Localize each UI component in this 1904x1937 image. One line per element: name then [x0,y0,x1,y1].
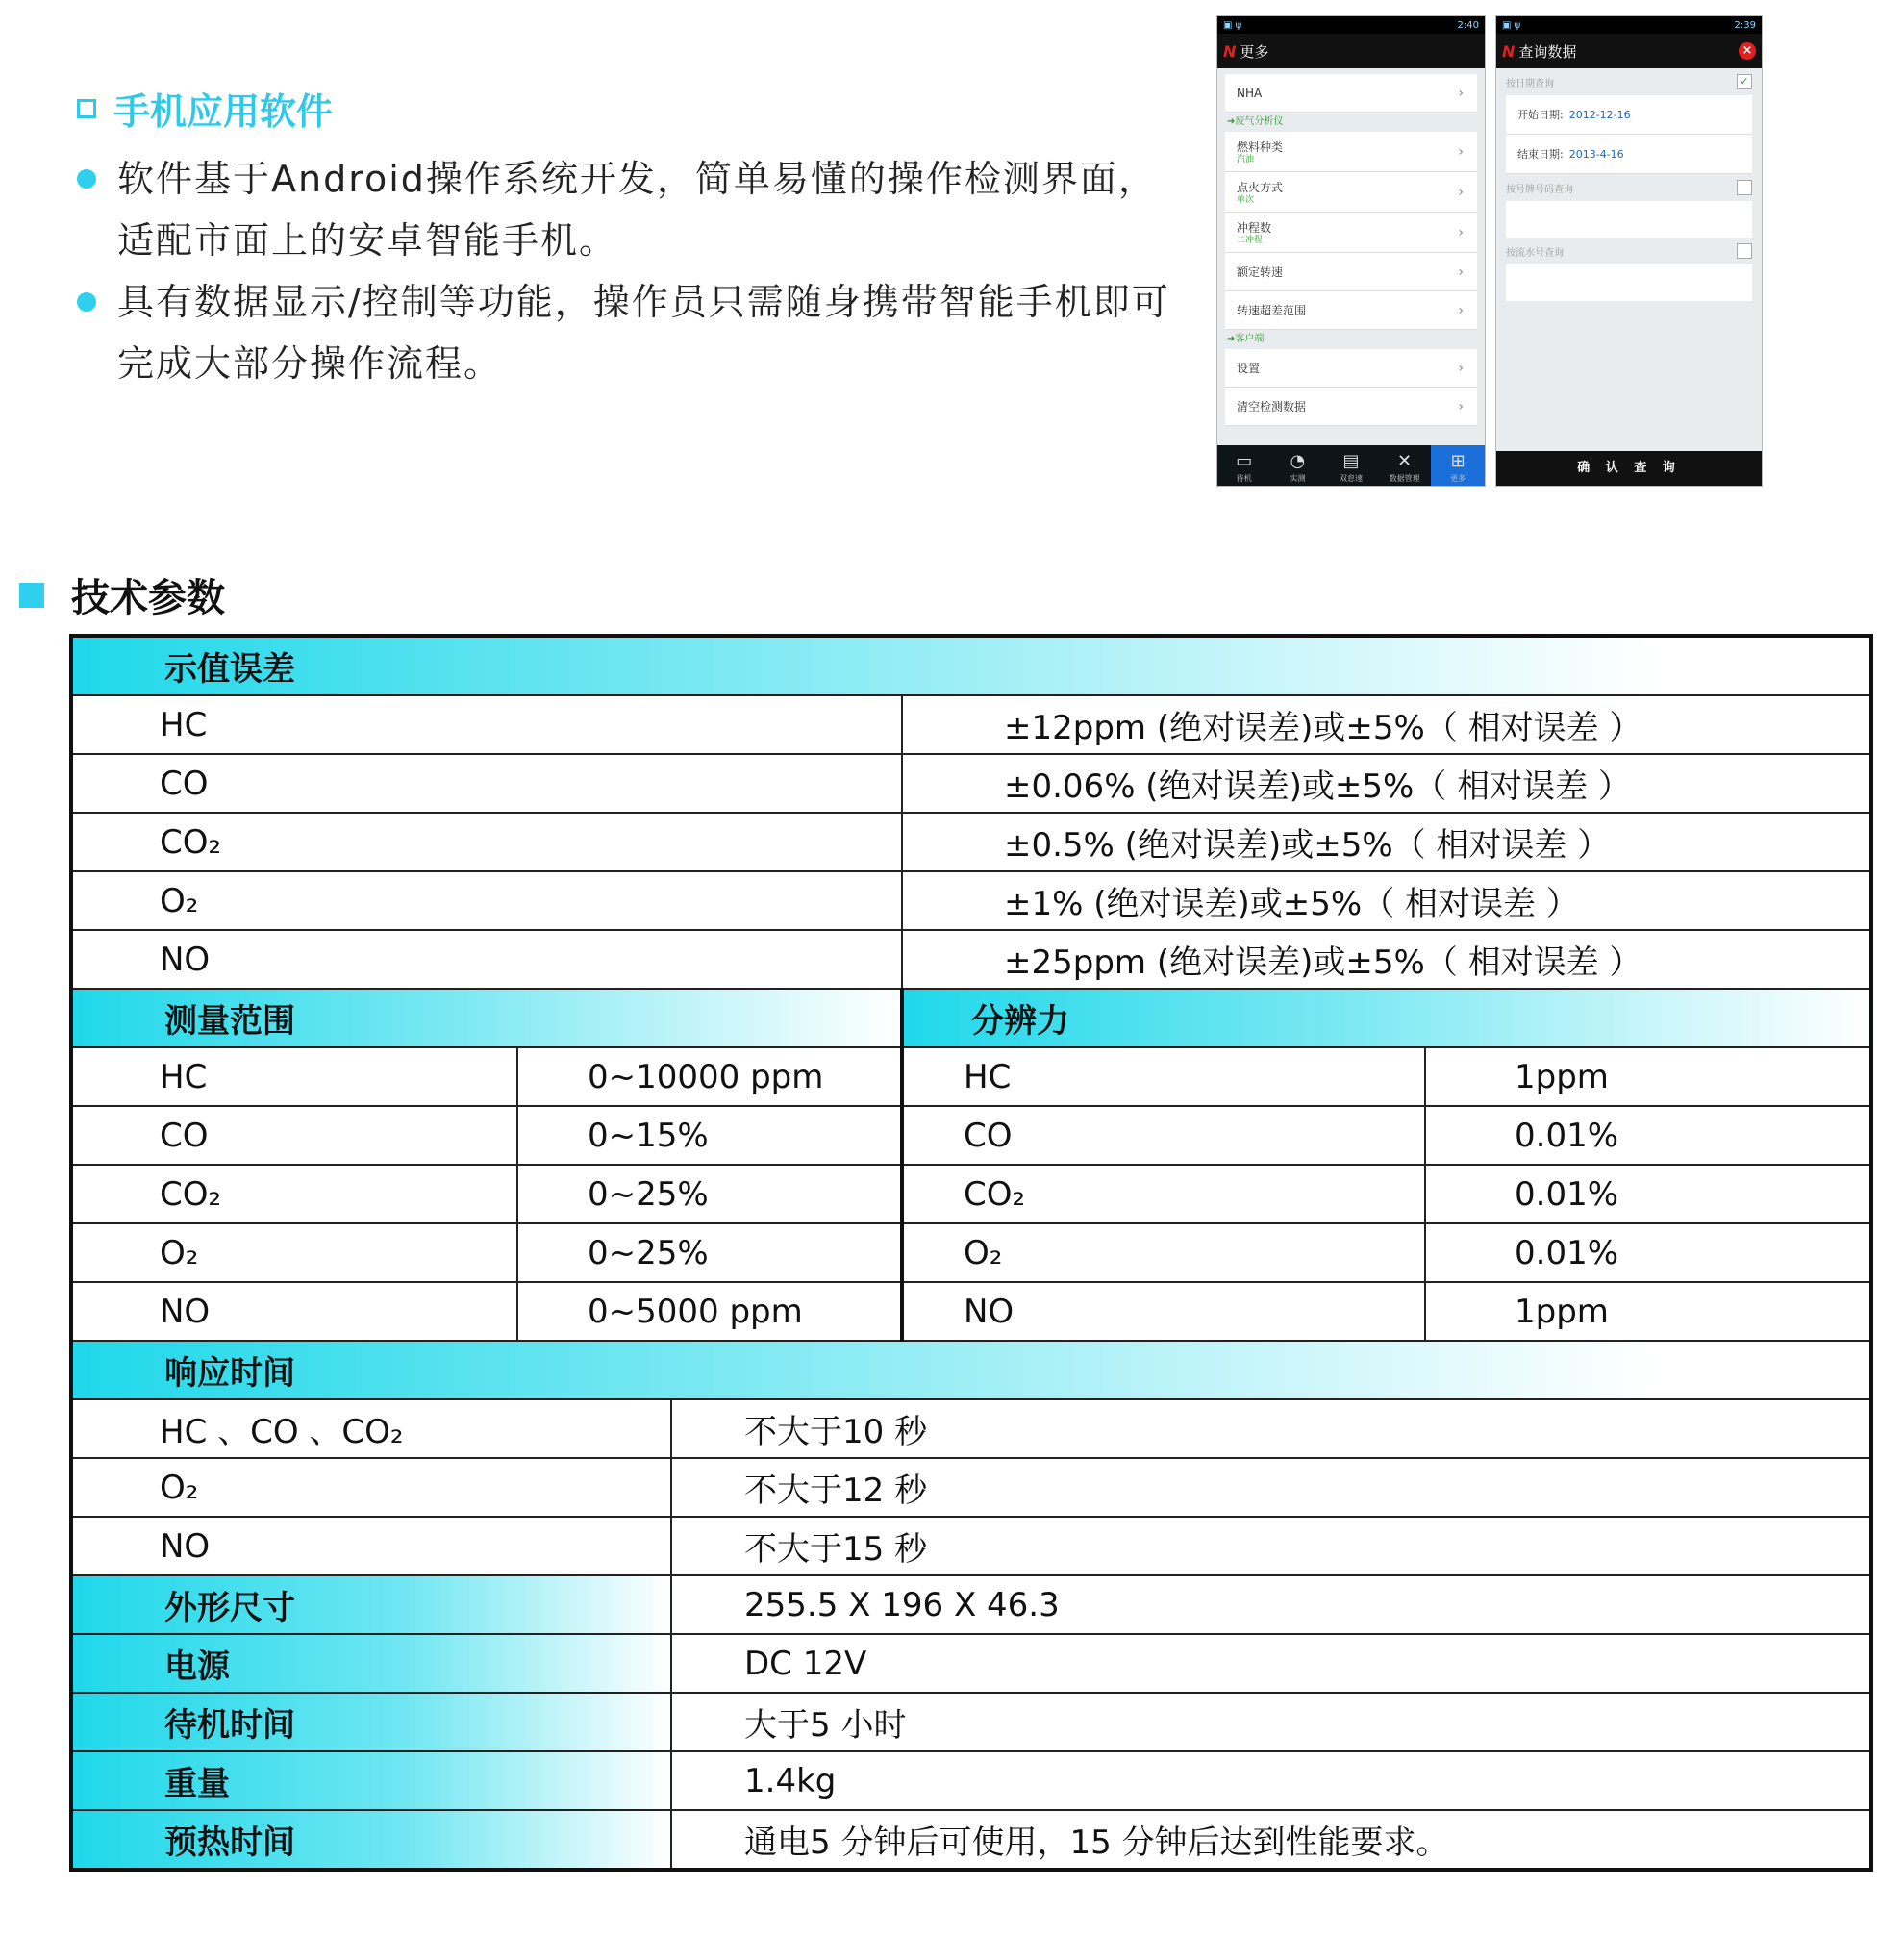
table-row [71,930,1871,989]
phone-screenshot-more [1216,15,1486,487]
grid-plus-icon: ⊞ [1450,451,1466,471]
tab-standby[interactable] [1217,445,1271,486]
list-item-label: 燃料种类 [1237,140,1284,154]
close-icon[interactable]: × [1739,42,1756,60]
table-section-header [71,989,1871,1047]
bottom-tab-bar [1217,445,1485,486]
serial-query-section [1496,238,1762,264]
resolution-value: 1ppm [1425,1282,1871,1341]
table-row [71,1223,1871,1282]
chevron-right-icon: › [1458,143,1464,160]
range-section-title: 测量范围 [71,989,902,1047]
warmup-time-label: 预热时间 [71,1810,671,1870]
response-value: 不大于15 秒 [671,1517,1871,1575]
error-value: ±25ppm (绝对误差)或±5%（ 相对误差 ） [902,930,1871,989]
dimensions-value: 255.5 X 196 X 46.3 [671,1575,1871,1634]
range-value: 0~10000 ppm [517,1047,902,1106]
chevron-right-icon: › [1458,184,1464,200]
serial-query-checkbox[interactable] [1737,243,1752,259]
list-item-label: 设置 [1237,362,1261,375]
plate-query-section [1496,174,1762,201]
standby-time-value: 大于5 小时 [671,1693,1871,1751]
table-row [71,695,1871,754]
table-section-header [71,636,1871,695]
table-row [71,1458,1871,1517]
notification-icon: ▣ ψ [1502,19,1521,31]
intro-bullet [77,271,1183,394]
warmup-time-value: 通电5 分钟后可使用，15 分钟后达到性能要求。 [671,1810,1871,1870]
section-label: 按流水号查询 [1506,247,1564,259]
tab-data-management[interactable] [1378,445,1432,486]
list-item-value: 单次 [1237,195,1255,205]
gas-label: CO [902,1106,1425,1165]
error-value: ±1% (绝对误差)或±5%（ 相对误差 ） [902,871,1871,930]
resolution-section-title: 分辨力 [902,989,1871,1047]
section-label: 按号牌号码查询 [1506,184,1573,195]
tab-label: 待机 [1236,474,1252,483]
weight-value: 1.4kg [671,1751,1871,1810]
title-bar [1217,34,1485,68]
tech-heading-text: 技术参数 [71,576,225,620]
start-date-label: 开始日期: [1517,109,1564,121]
screen-title: 查询数据 [1518,42,1577,61]
gas-label: CO [71,754,902,813]
hollow-square-icon [77,99,96,118]
gauge-icon: ◔ [1290,451,1306,471]
range-value: 0~15% [517,1106,902,1165]
error-value: ±12ppm (绝对误差)或±5%（ 相对误差 ） [902,695,1871,754]
app-logo-icon: N [1223,41,1237,61]
gas-label: O₂ [71,1458,671,1517]
gas-label: CO₂ [902,1165,1425,1223]
end-date-label: 结束日期: [1517,148,1564,161]
gas-label: HC [71,695,902,754]
range-value: 0~25% [517,1223,902,1282]
tab-label: 数据管理 [1389,474,1420,483]
start-date-value: 2012-12-16 [1568,108,1631,121]
gas-label: NO [71,1282,517,1341]
serial-number-input[interactable] [1506,264,1752,301]
range-value: 0~5000 ppm [517,1282,902,1341]
chevron-right-icon: › [1458,224,1464,240]
chevron-right-icon: › [1458,302,1464,318]
plate-query-checkbox[interactable] [1737,180,1752,195]
gas-label: HC [71,1047,517,1106]
list-item-label: 清空检测数据 [1237,400,1307,414]
status-bar [1217,16,1485,34]
list-item-value: 汽油 [1237,155,1255,164]
intro-title [77,82,1183,135]
list-item-label: 转速超差范围 [1237,304,1307,317]
table-row [71,1575,1871,1634]
list-section-header: ➜客户端 [1227,334,1265,344]
list-item-label: NHA [1237,86,1263,100]
table-row [71,1751,1871,1810]
status-time: 2:40 [1457,19,1479,31]
tab-dual-idle[interactable] [1324,445,1378,486]
gas-label: CO₂ [71,1165,517,1223]
gas-label: HC 、CO 、CO₂ [71,1399,671,1458]
end-date-field[interactable] [1506,135,1752,174]
gas-label: NO [902,1282,1425,1341]
date-query-checkbox[interactable]: ✓ [1737,74,1752,89]
list-item-value: 二冲程 [1237,236,1264,245]
title-bar [1496,34,1762,68]
start-date-field[interactable] [1506,95,1752,135]
intro-section [77,82,1183,394]
intro-bullet [77,148,1183,271]
gas-label: O₂ [71,871,902,930]
table-row [71,1047,1871,1106]
response-value: 不大于12 秒 [671,1458,1871,1517]
gas-label: CO₂ [71,813,902,871]
table-row [71,1810,1871,1870]
table-row [71,1693,1871,1751]
table-section-header [71,1341,1871,1399]
gas-label: NO [71,930,902,989]
tab-label: 双怠速 [1339,474,1363,483]
list-item[interactable] [1225,74,1477,113]
end-date-value: 2013-4-16 [1568,147,1624,161]
resolution-value: 0.01% [1425,1223,1871,1282]
tab-measure[interactable] [1271,445,1325,486]
resolution-value: 0.01% [1425,1106,1871,1165]
list-item[interactable] [1225,388,1477,426]
table-row [71,1399,1871,1458]
list-section-header: ➜废气分析仪 [1227,116,1284,127]
weight-label: 重量 [71,1751,671,1810]
plate-number-input[interactable] [1506,201,1752,238]
table-row [71,754,1871,813]
date-query-section [1496,68,1762,95]
square-bullet-icon [19,583,44,608]
gas-label: O₂ [902,1223,1425,1282]
gas-label: HC [902,1047,1425,1106]
meter-icon: ▤ [1342,451,1360,471]
response-value: 不大于10 秒 [671,1399,1871,1458]
list-item[interactable] [1225,291,1477,330]
intro-title-text: 手机应用软件 [113,90,334,133]
confirm-query-button[interactable]: 确 认 查 询 [1496,451,1762,486]
list-item[interactable] [1225,253,1477,291]
status-time: 2:39 [1734,19,1756,31]
list-item-label: 冲程数 [1237,221,1272,235]
phone-screenshot-query [1495,15,1763,487]
response-section-title: 响应时间 [71,1341,1871,1399]
settings-list [1217,68,1485,426]
power-value: DC 12V [671,1634,1871,1693]
error-section-title: 示值误差 [71,636,1871,695]
table-row [71,813,1871,871]
resolution-value: 0.01% [1425,1165,1871,1223]
table-row [71,1165,1871,1223]
gas-label: O₂ [71,1223,517,1282]
error-value: ±0.5% (绝对误差)或±5%（ 相对误差 ） [902,813,1871,871]
list-item[interactable] [1225,132,1477,172]
section-label: 按日期查询 [1506,78,1554,89]
tools-icon: ✕ [1397,451,1413,471]
chevron-right-icon: › [1458,398,1464,415]
section-label: 废气分析仪 [1235,116,1284,127]
standby-time-label: 待机时间 [71,1693,671,1751]
list-item[interactable] [1225,213,1477,253]
chevron-right-icon: › [1458,264,1464,280]
app-logo-icon: N [1502,41,1516,61]
tab-label: 实测 [1290,474,1306,483]
chevron-right-icon: › [1458,360,1464,376]
table-row [71,871,1871,930]
gas-label: NO [71,1517,671,1575]
power-label: 电源 [71,1634,671,1693]
tab-label: 更多 [1450,474,1466,483]
list-item[interactable] [1225,349,1477,388]
chevron-right-icon: › [1458,85,1464,101]
list-item-label: 额定转速 [1237,265,1284,279]
table-row [71,1517,1871,1575]
table-row [71,1634,1871,1693]
tab-more[interactable] [1431,445,1485,486]
error-value: ±0.06% (绝对误差)或±5%（ 相对误差 ） [902,754,1871,813]
status-bar [1496,16,1762,34]
tech-heading [19,567,225,622]
notification-icon: ▣ ψ [1223,19,1242,31]
dimensions-label: 外形尺寸 [71,1575,671,1634]
range-value: 0~25% [517,1165,902,1223]
section-label: 客户端 [1235,334,1265,344]
intro-bullet-text: 软件基于Android操作系统开发，简单易懂的操作检测界面，适配市面上的安卓智能手机。 [117,158,1157,262]
list-item-label: 点火方式 [1237,181,1284,194]
intro-bullet-text: 具有数据显示/控制等功能，操作员只需随身携带智能手机即可完成大部分操作流程。 [117,281,1170,385]
list-item[interactable] [1225,172,1477,213]
gas-label: CO [71,1106,517,1165]
table-row [71,1106,1871,1165]
bullet-dot-icon [77,169,96,189]
screen-title: 更多 [1240,42,1269,61]
bullet-dot-icon [77,292,96,312]
table-row [71,1282,1871,1341]
spec-table [69,634,1873,1872]
resolution-value: 1ppm [1425,1047,1871,1106]
date-range-box [1506,95,1752,174]
monitor-icon: ▭ [1236,451,1253,471]
